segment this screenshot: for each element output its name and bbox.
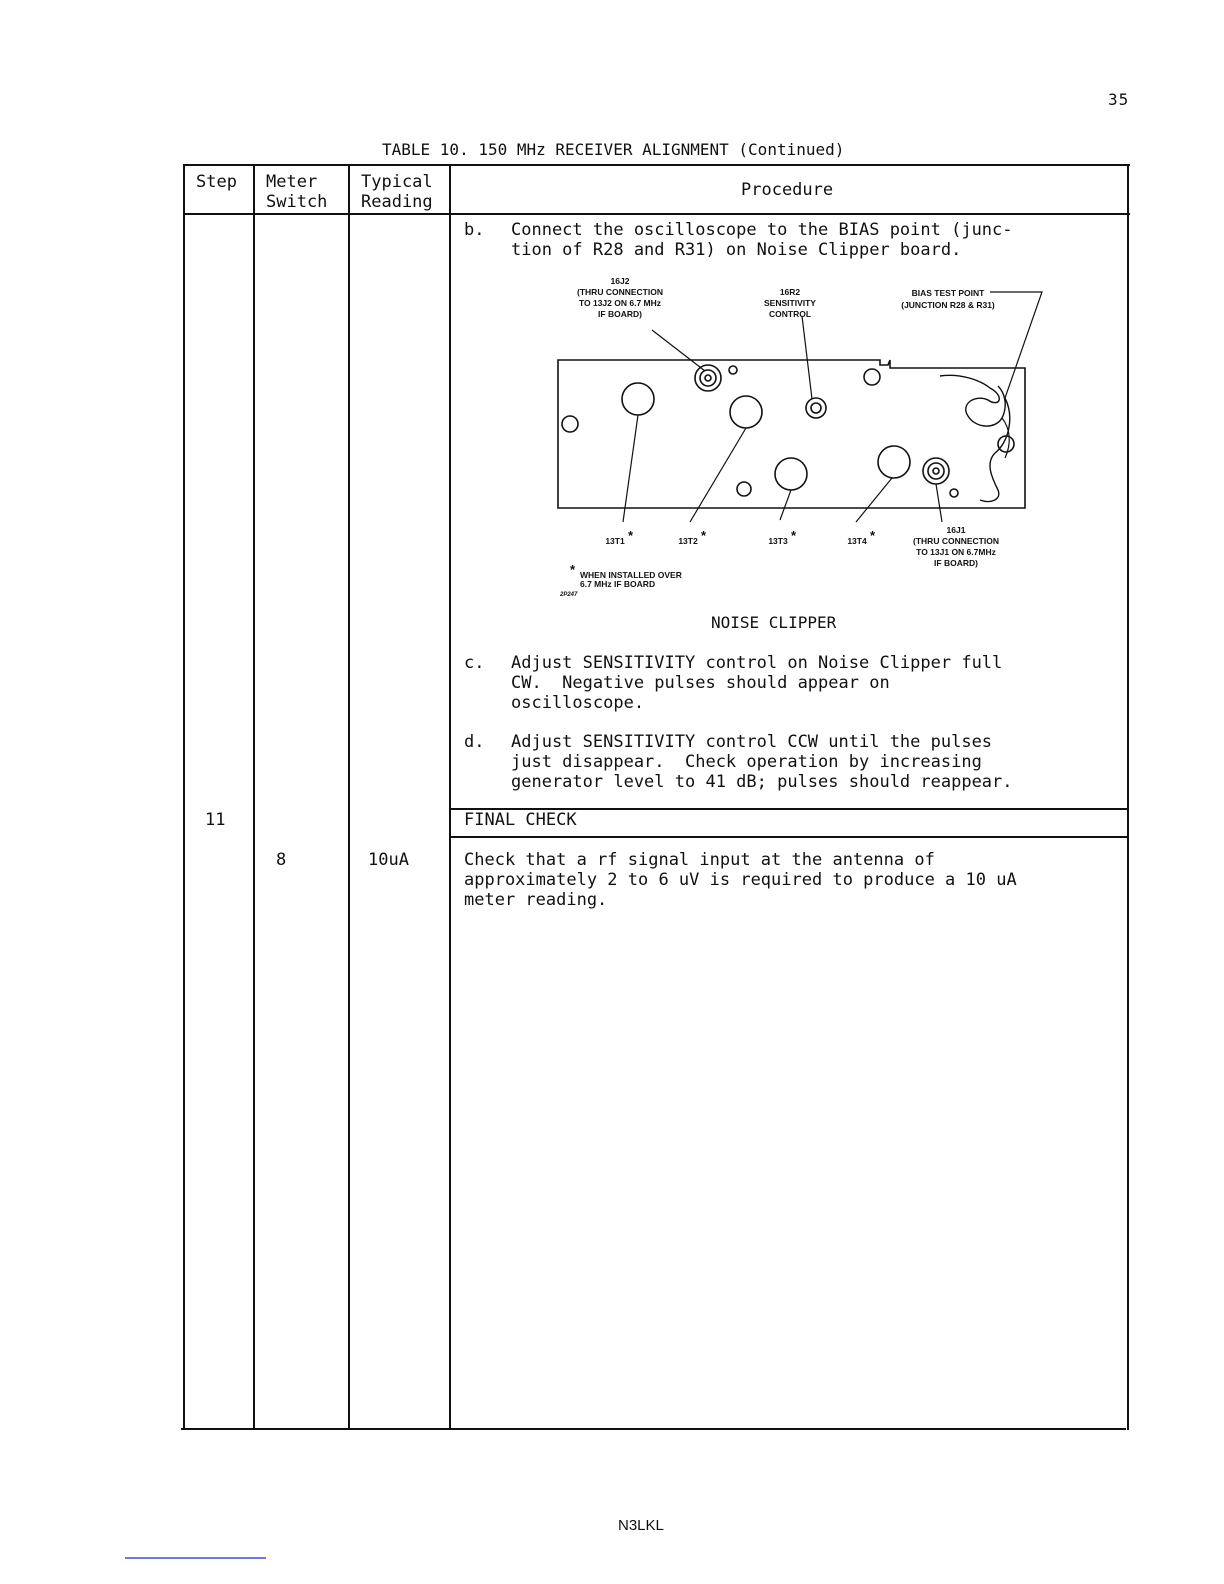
coil-13t3 xyxy=(775,458,807,490)
callout-16j2-line: (THRU CONNECTION xyxy=(577,287,663,297)
header-meter-switch-line2: Switch xyxy=(266,192,328,212)
final-check-line: meter reading. xyxy=(464,890,608,910)
diagram-title: NOISE CLIPPER xyxy=(711,613,837,632)
callout-16r2-line: 16R2 xyxy=(779,287,801,297)
page-number: 35 xyxy=(1108,90,1130,109)
coil-13t4 xyxy=(878,446,910,478)
step-text-line: Adjust SENSITIVITY control CCW until the pulses xyxy=(511,732,993,752)
sensitivity-control-16r2 xyxy=(806,398,826,418)
step-text-line: CW. Negative pulses should appear on xyxy=(511,673,890,693)
step-text-line: generator level to 41 dB; pulses should reappear. xyxy=(511,772,1013,792)
coil-13t2 xyxy=(730,396,762,428)
header-procedure: Procedure xyxy=(741,180,834,200)
note-line: 6.7 MHz IF BOARD xyxy=(580,579,656,589)
step-label: d. xyxy=(464,732,485,752)
coil-13t1 xyxy=(622,383,654,415)
asterisk-13t4: * xyxy=(870,528,876,543)
figure-id: 2P247 xyxy=(560,592,578,598)
callout-bias-line: BIAS TEST POINT xyxy=(911,288,985,298)
step-number: 11 xyxy=(205,810,226,830)
final-check-heading: FINAL CHECK xyxy=(464,810,577,830)
callout-16j1-line: 16J1 xyxy=(946,525,966,535)
mount-hole xyxy=(562,416,578,432)
table-title: TABLE 10. 150 MHz RECEIVER ALIGNMENT (Continued) xyxy=(382,140,845,159)
callout-16r2-line: SENSITIVITY xyxy=(764,298,816,308)
step-text-line: Connect the oscilloscope to the BIAS point (junc- xyxy=(511,220,1013,240)
asterisk-13t2: * xyxy=(701,528,707,543)
label-13t4: 13T4 xyxy=(847,536,867,546)
procedure-step-c xyxy=(464,653,1114,713)
asterisk-13t1: * xyxy=(628,528,634,543)
connector-16j1 xyxy=(923,458,949,484)
note-line: WHEN INSTALLED OVER xyxy=(580,570,682,580)
header-typical-reading-line2: Reading xyxy=(361,192,433,212)
procedure-step-d xyxy=(464,732,1114,792)
header-typical-reading-line1: Typical xyxy=(361,172,433,192)
connector-16j2 xyxy=(695,365,721,391)
noise-clipper-diagram xyxy=(550,268,1060,604)
procedure-step-b xyxy=(464,220,1114,260)
callout-16j2-line: IF BOARD) xyxy=(598,309,642,319)
step-text-line: just disappear. Check operation by increasing xyxy=(511,752,982,772)
callout-16j1-line: IF BOARD) xyxy=(934,558,978,568)
label-13t2: 13T2 xyxy=(678,536,698,546)
label-13t3: 13T3 xyxy=(768,536,788,546)
step-label: c. xyxy=(464,653,485,673)
callout-16j1-line: TO 13J1 ON 6.7MHz xyxy=(916,547,996,557)
callout-bias-line: (JUNCTION R28 & R31) xyxy=(901,300,995,310)
callout-16j2-line: TO 13J2 ON 6.7 MHz xyxy=(578,298,662,308)
callout-16r2-line: CONTROL xyxy=(768,309,812,319)
typical-reading-value: 10uA xyxy=(368,850,409,870)
step-text-line: Adjust SENSITIVITY control on Noise Clipper full xyxy=(511,653,1003,673)
header-step: Step xyxy=(196,172,237,192)
header-meter-switch-line1: Meter xyxy=(266,172,318,192)
footer-link-underline xyxy=(125,1557,266,1559)
callout-16j2-line: 16J2 xyxy=(610,276,630,286)
step-text-line: oscilloscope. xyxy=(511,693,645,713)
final-check-line: approximately 2 to 6 uV is required to produce a 10 uA xyxy=(464,870,1017,890)
meter-switch-value: 8 xyxy=(276,850,287,870)
note-asterisk: * xyxy=(570,562,576,577)
asterisk-13t3: * xyxy=(791,528,797,543)
step-label: b. xyxy=(464,220,485,240)
label-13t1: 13T1 xyxy=(605,536,625,546)
callout-16j1-line: (THRU CONNECTION xyxy=(913,536,999,546)
footer-text: N3LKL xyxy=(618,1517,664,1534)
final-check-line: Check that a rf signal input at the antenna of xyxy=(464,850,935,870)
step-text-line: tion of R28 and R31) on Noise Clipper board. xyxy=(511,240,962,260)
